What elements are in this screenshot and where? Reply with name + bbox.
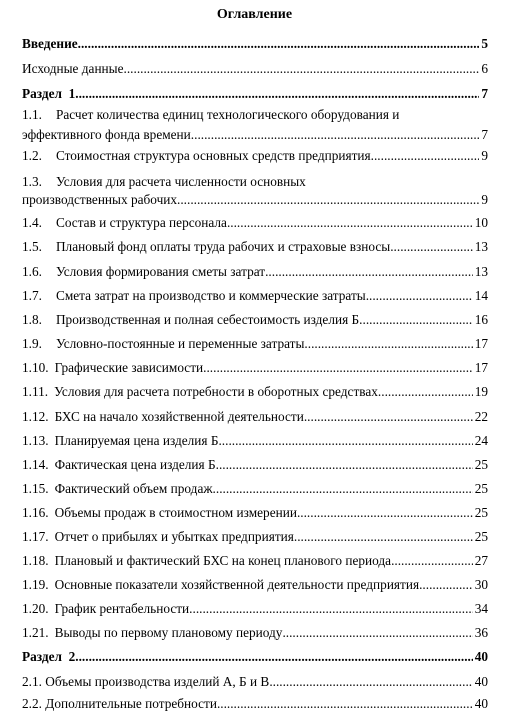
toc-entry-page: 30 [474,577,488,592]
toc-entry-text: Основные показатели хозяйственной деятельности предприятия [54,577,420,592]
toc-entry-text: Введение [22,36,78,51]
toc-entry-page: 25 [474,481,488,496]
toc-entry-text: БХС на начало хозяйственной деятельности [54,409,304,424]
toc-entry-text: Условно-постоянные и переменные затраты [55,336,305,351]
toc-entry-page: 9 [481,148,488,163]
toc-entry-text: Плановый и фактический БХС на конец планового периода [54,553,392,568]
toc-entry-text: Плановый фонд оплаты труда рабочих и страховые взносы [55,239,391,254]
toc-entry-section-1[interactable] [22,86,488,102]
toc-entry-text: Смета затрат на производство и коммерческие затраты [55,288,366,303]
toc-entry-number: 1.2. [22,148,42,163]
toc-entry-number: 1.13. [22,433,49,448]
toc-entry-page: 40 [474,674,488,689]
toc-entry-page: 25 [474,529,488,544]
dot-leader [124,61,480,77]
dot-leader [213,481,473,497]
toc-entry-number: 1.15. [22,481,49,496]
toc-entry-1-14[interactable] [22,457,488,473]
toc-entry-number: 1.11. [22,384,49,399]
dot-leader [282,625,472,641]
toc-entry-page: 40 [474,649,488,664]
toc-entry-text: Стоимостная структура основных средств предприятия [55,148,371,163]
toc-entry-1-1[interactable] [22,107,488,143]
toc-entry-number: 1.21. [22,625,49,640]
toc-entry-1-8[interactable] [22,312,488,328]
toc-entry-page: 6 [481,61,488,76]
toc-entry-text: Состав и структура персонала [55,215,227,230]
toc-entry-1-18[interactable] [22,553,488,569]
toc-entry-text: Выводы по первому плановому периоду [54,625,283,640]
toc-entry-1-11[interactable] [22,384,488,400]
dot-leader [189,601,473,617]
toc-entry-page: 17 [474,336,488,351]
toc-entry-text: Фактический объем продаж [54,481,213,496]
toc-entry-text: Производственная и полная себестоимость изделия Б [55,312,360,327]
toc-entry-text: Отчет о прибылях и убытках предприятия [54,529,294,544]
toc-entry-text: Исходные данные [22,61,124,76]
toc-entry-page: 10 [474,215,488,230]
toc-entry-text: Планируемая цена изделия Б [54,433,219,448]
dot-leader [191,127,480,143]
toc-entry-text: График рентабельности [54,601,190,616]
toc-entry-2-2[interactable] [22,696,488,712]
toc-entry-page: 16 [474,312,488,327]
toc-entry-1-13[interactable] [22,433,488,449]
toc-entry-page: 27 [474,553,488,568]
toc-entry-1-16[interactable] [22,505,488,521]
toc-entry-1-21[interactable] [22,625,488,641]
dot-leader [391,553,473,569]
toc-entry-number: 1.20. [22,601,49,616]
toc-entry-text: Условия для расчета потребности в оборотных средствах [54,384,378,399]
toc-entry-text: Объемы продаж в стоимостном измерении [54,505,297,520]
toc-entry-text: Фактическая цена изделия Б [54,457,216,472]
dot-leader [378,384,473,400]
toc-entry-text: 2.1. Объемы производства изделий А, Б и В [22,674,270,689]
toc-entry-page: 36 [474,625,488,640]
dot-leader [177,192,479,208]
dot-leader [227,215,473,231]
toc-entry-1-17[interactable] [22,529,488,545]
dot-leader [371,148,480,164]
dot-leader [216,457,473,473]
toc-entry-number: 1.3. [22,174,42,189]
toc-entry-introduction[interactable] [22,36,488,52]
toc-entry-number: 1.10. [22,360,49,375]
toc-entry-number: 1.7. [22,288,42,303]
toc-entry-1-20[interactable] [22,601,488,617]
toc-entry-number: 1.9. [22,336,42,351]
toc-entry-text: Графические зависимости [54,360,204,375]
toc-entry-page: 7 [481,86,488,101]
dot-leader [75,86,479,102]
toc-entry-1-9[interactable] [22,336,488,352]
toc-entry-1-19[interactable] [22,577,488,593]
toc-title: Оглавление [216,7,293,22]
dot-leader [304,336,472,352]
toc-entry-number: 1.19. [22,577,49,592]
dot-leader [203,360,473,376]
toc-entry-source-data[interactable] [22,61,488,77]
toc-entry-number: 1.16. [22,505,49,520]
toc-entry-page: 17 [474,360,488,375]
toc-entry-page: 5 [481,36,488,51]
toc-entry-page: 25 [474,457,488,472]
toc-entry-number: 1.14. [22,457,49,472]
dot-leader [218,433,472,449]
toc-entry-1-7[interactable] [22,288,488,304]
toc-entry-number: 1.8. [22,312,42,327]
dot-leader [359,312,473,328]
toc-entry-page: 22 [474,409,488,424]
toc-entry-number: 1.4. [22,215,42,230]
toc-entry-2-1[interactable] [22,674,488,690]
dot-leader [75,649,472,665]
toc-entry-1-6[interactable] [22,264,488,280]
dot-leader [269,674,472,690]
toc-entry-number: 1.5. [22,239,42,254]
toc-entry-1-15[interactable] [22,481,488,497]
toc-entry-section-2[interactable] [22,649,488,665]
dot-leader [265,264,473,280]
dot-leader [294,529,473,545]
toc-entry-1-10[interactable] [22,360,488,376]
toc-entry-number: 1.17. [22,529,49,544]
toc-entry-1-5[interactable] [22,239,488,255]
toc-entry-text: Раздел 2 [22,649,76,664]
toc-entry-page: 13 [474,239,488,254]
toc-entry-page: 40 [474,696,488,711]
toc-entry-text: Раздел 1 [22,86,76,101]
dot-leader [419,577,473,593]
dot-leader [217,696,473,712]
toc-entry-page: 14 [474,288,488,303]
toc-entry-1-12[interactable] [22,409,488,425]
dot-leader [366,288,473,304]
toc-entry-page: 19 [474,384,488,399]
toc-entry-text-line1: Расчет количества единиц технологического оборудования и [55,107,400,122]
toc-entry-number: 1.1. [22,107,42,122]
toc-entry-1-3[interactable] [22,174,488,208]
toc-entry-text-line2: производственных рабочих [22,192,178,207]
toc-entry-text-line1: Условия для расчета численности основных [55,174,306,189]
toc-entry-page: 25 [474,505,488,520]
dot-leader [297,505,473,521]
toc-entry-page: 9 [481,192,488,207]
toc-entry-text: Условия формирования сметы затрат [55,264,266,279]
toc-entry-number: 1.12. [22,409,49,424]
toc-entry-number: 1.6. [22,264,42,279]
dot-leader [390,239,472,255]
toc-entry-page: 7 [481,127,488,142]
toc-entry-page: 24 [474,433,488,448]
dot-leader [304,409,473,425]
dot-leader [78,36,480,52]
toc-entry-text: 2.2. Дополнительные потребности [22,696,217,711]
toc-entry-text-line2: эффективного фонда времени [22,127,191,142]
toc-entry-number: 1.18. [22,553,49,568]
toc-entry-1-4[interactable] [22,215,488,231]
toc-entry-page: 13 [474,264,488,279]
toc-entry-1-2[interactable] [22,148,488,164]
toc-entry-page: 34 [474,601,488,616]
